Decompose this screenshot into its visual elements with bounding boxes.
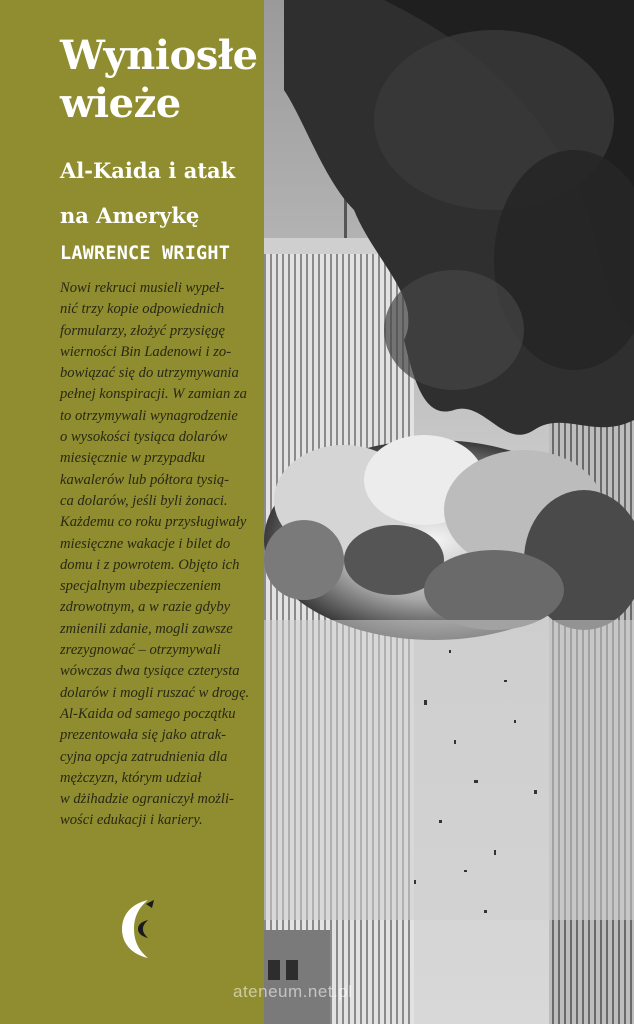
blurb-line: formularzy, złożyć przysięgę (60, 322, 225, 339)
book-subtitle (60, 148, 260, 238)
author-name: LAWRENCE WRIGHT (60, 243, 231, 264)
blurb-line: Każdemu co roku przysługiwały (60, 514, 247, 531)
blurb-line: kawalerów lub półtora tysią- (60, 471, 230, 488)
blurb-line: bowiązać się do utrzymywania (60, 365, 239, 382)
publisher-logo-icon (118, 898, 162, 960)
blurb-line: cyjna opcja zatrudnienia dla (60, 748, 228, 765)
blurb-line: wierności Bin Ladenowi i zo- (60, 343, 232, 360)
blurb-line: miesięczne wakacje i bilet do (60, 535, 231, 552)
blurb-line: zrezygnować – otrzymywali (60, 642, 221, 659)
blurb-line: miesięcznie w przypadku (60, 450, 206, 467)
blurb-line: zdrowotnym, a w razie gdyby (60, 599, 231, 616)
blurb-line: o wysokości tysiąca dolarów (60, 429, 228, 446)
book-subtitle-line: Al-Kaida i atak (60, 158, 236, 183)
blurb-line: dolarów i mogli ruszać w drogę. (60, 684, 250, 701)
book-subtitle-line: na Amerykę (60, 203, 200, 228)
blurb-line: to otrzymywali wynagrodzenie (60, 407, 238, 424)
blurb-line: w dżihadzie ograniczył możli- (60, 791, 234, 808)
blurb-line: Nowi rekruci musieli wypeł- (60, 280, 225, 296)
blurb-line: wówczas dwa tysiące czterysta (60, 663, 240, 680)
blurb-line: Al-Kaida od samego początku (60, 705, 236, 722)
blurb-line: pełnej konspiracji. W zamian za (60, 386, 247, 403)
blurb-line: wości edukacji i kariery. (60, 812, 203, 829)
blurb-line: specjalnym ubezpieczeniem (60, 578, 221, 595)
blurb-line: prezentowała się jako atrak- (60, 727, 227, 744)
blurb-line: ca dolarów, jeśli byli żonaci. (60, 492, 228, 509)
watermark-text: ateneum.net.pl (233, 982, 353, 1001)
wtc-photo-illustration (264, 0, 634, 1024)
book-title-line: Wyniosłe (60, 32, 258, 79)
blurb-line: mężczyzn, którym udział (60, 769, 202, 786)
book-title (60, 32, 260, 128)
blurb-line: zmienili zdanie, mogli zawsze (60, 620, 233, 637)
blurb-text (60, 278, 260, 832)
cover-photo (264, 0, 634, 1024)
book-title-line: wieże (60, 80, 181, 127)
cover-text-panel (0, 0, 264, 1024)
blurb-line: nić trzy kopie odpowiednich (60, 301, 225, 318)
blurb-line: domu i z powrotem. Objęto ich (60, 556, 240, 573)
